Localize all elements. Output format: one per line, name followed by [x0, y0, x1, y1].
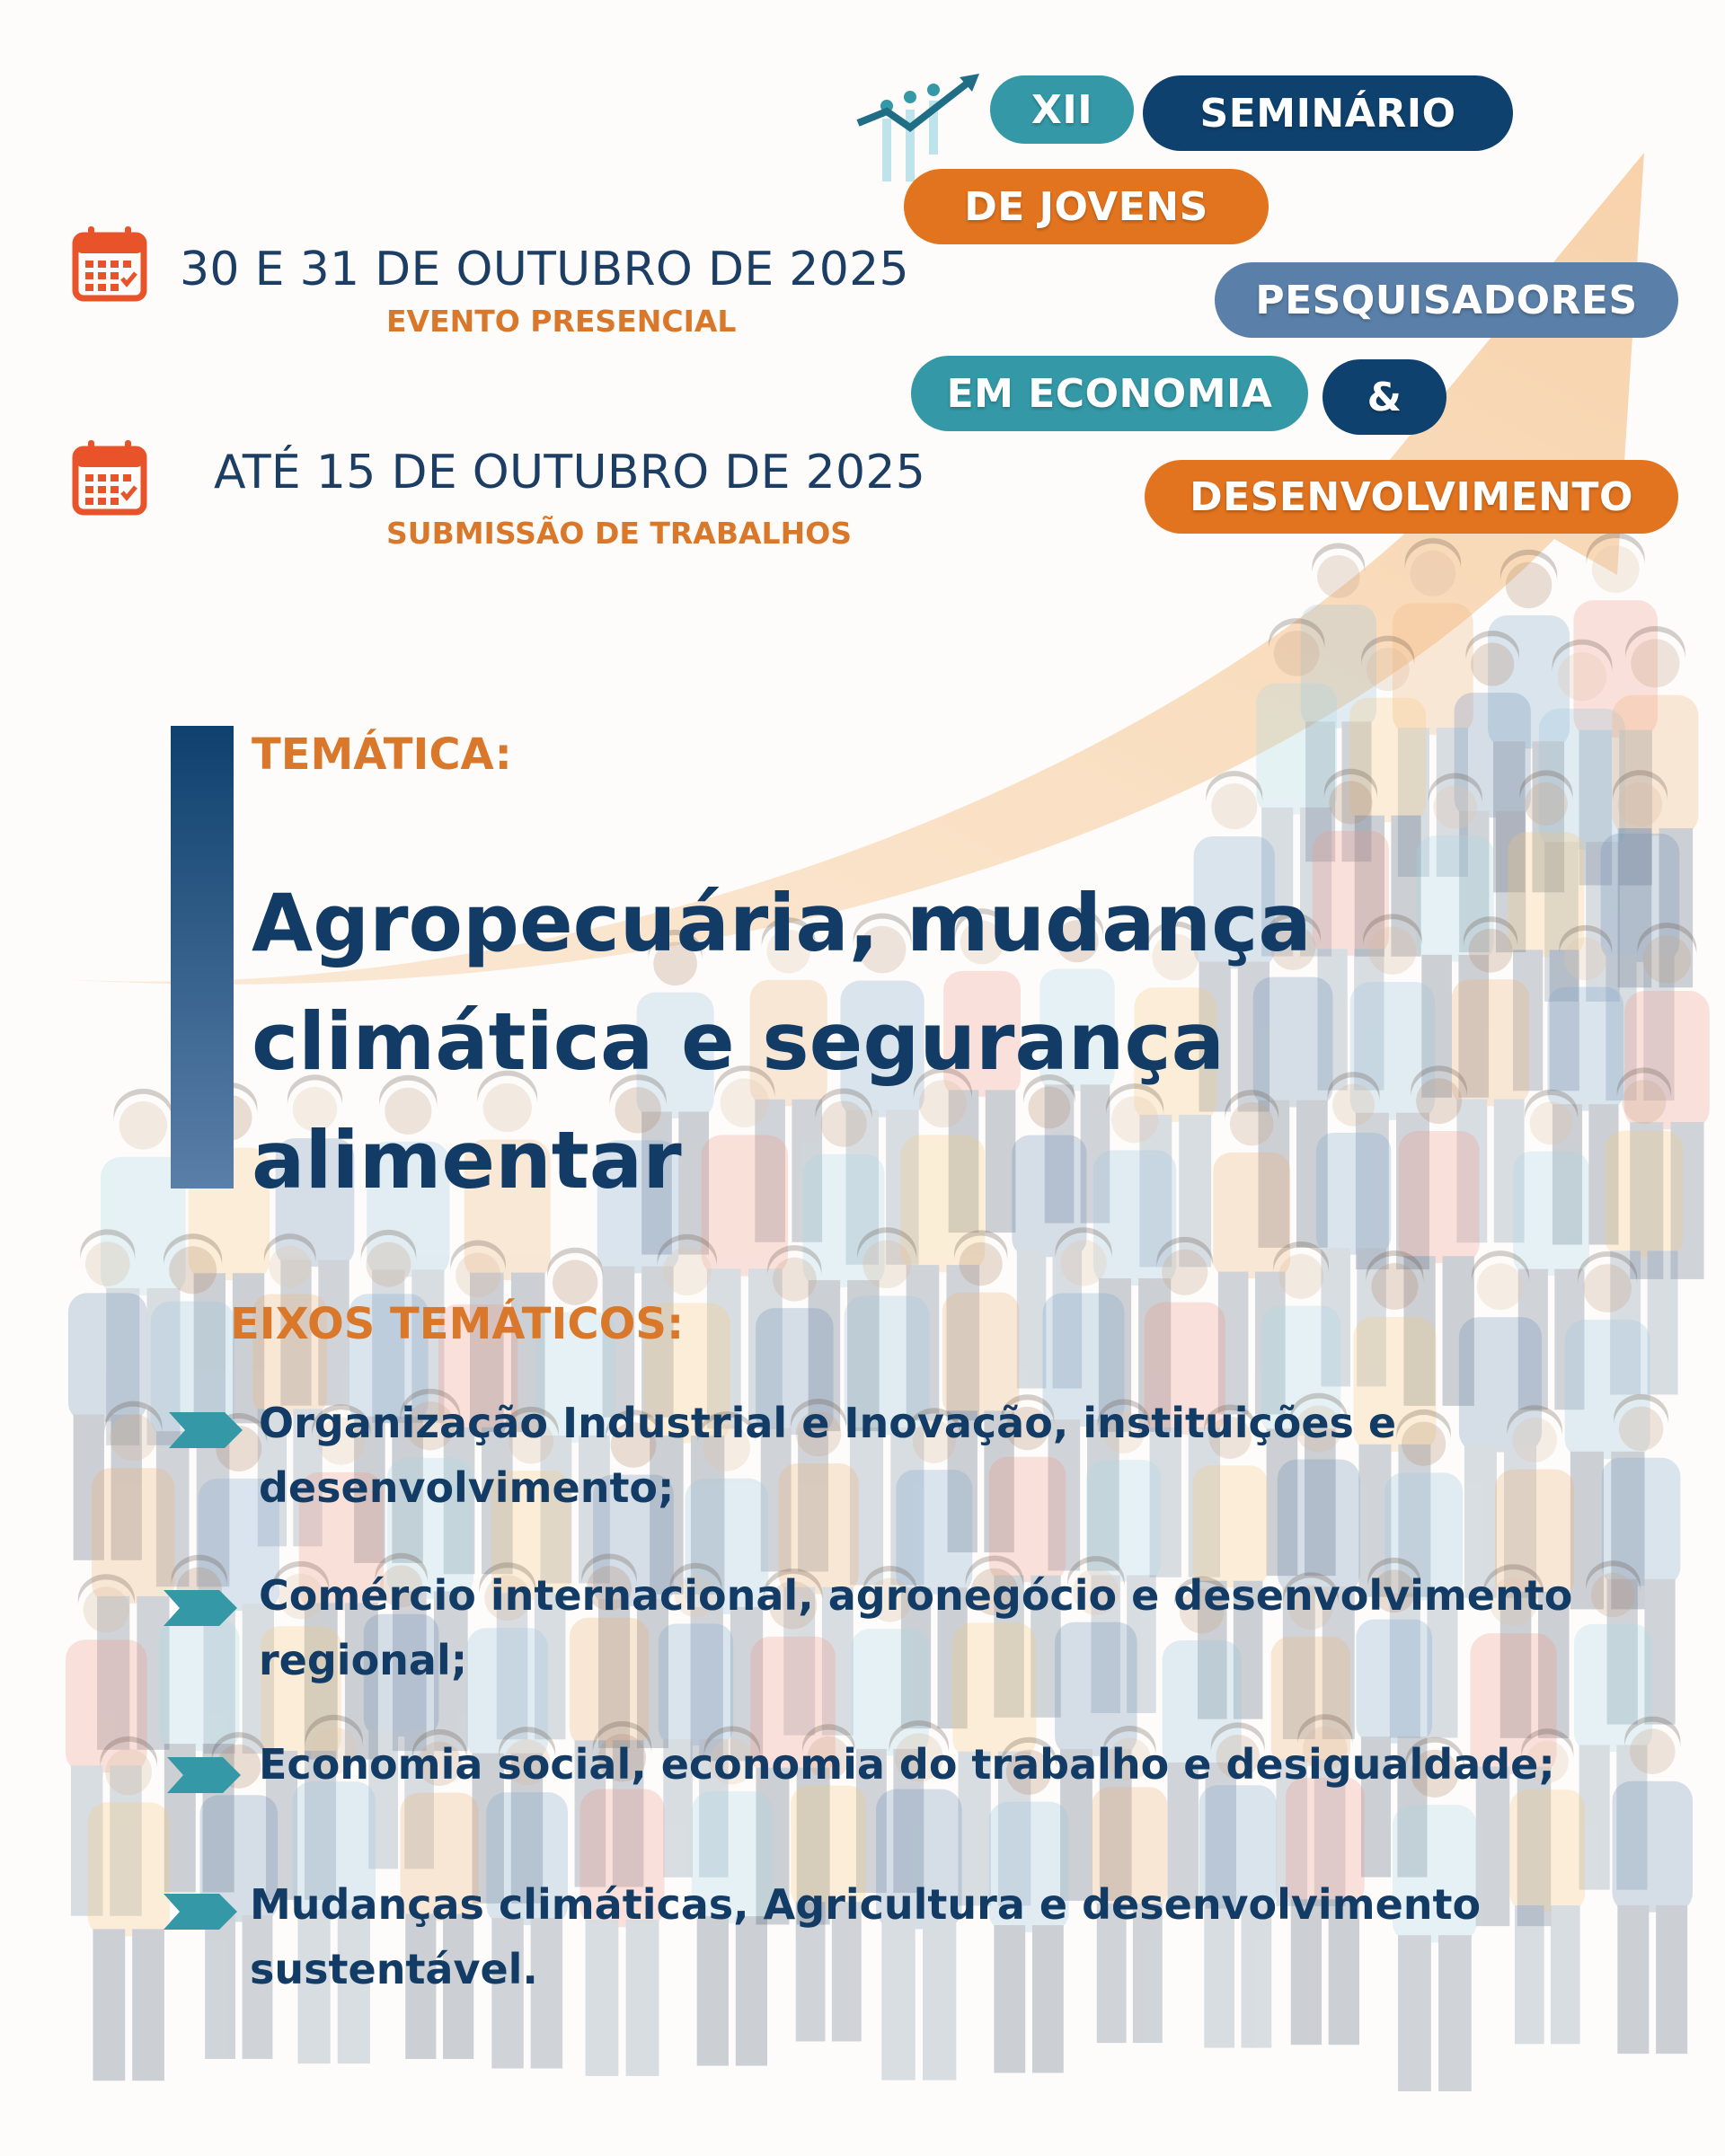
pill-desenvolvimento: DESENVOLVIMENTO	[1145, 460, 1678, 534]
event-format: EVENTO PRESENCIAL	[386, 304, 737, 339]
theme-title-line: climática e segurança	[252, 995, 1225, 1088]
axis-item-text	[250, 1872, 1481, 2001]
axis-item-line: regional;	[259, 1636, 468, 1684]
pill-pesquisadores: PESQUISADORES	[1215, 262, 1678, 338]
axis-item-text	[259, 1732, 1555, 1797]
theme-title-line: alimentar	[252, 1114, 682, 1206]
submission-label: SUBMISSÃO DE TRABALHOS	[386, 516, 853, 551]
calendar-icon	[72, 438, 147, 516]
pill-de-jovens: DE JOVENS	[904, 169, 1269, 244]
pill-em-economia: EM ECONOMIA	[911, 356, 1308, 431]
pill-edition: XII	[990, 75, 1134, 144]
axis-item-text	[259, 1563, 1572, 1692]
chevron-arrow-icon	[169, 1412, 243, 1448]
chevron-arrow-icon	[167, 1757, 241, 1793]
submission-deadline: ATÉ 15 DE OUTUBRO DE 2025	[214, 446, 926, 499]
axis-item-text	[259, 1391, 1396, 1520]
axis-item-line: Economia social, economia do trabalho e desigualdade;	[259, 1740, 1555, 1789]
pill-ampersand: &	[1322, 359, 1446, 435]
theme-title	[252, 864, 1375, 1220]
axis-item-line: Mudanças climáticas, Agricultura e desenvolvimento	[250, 1880, 1482, 1929]
axis-item-line: desenvolvimento;	[259, 1463, 675, 1512]
pill-seminario: SEMINÁRIO	[1143, 75, 1513, 151]
theme-label: TEMÁTICA:	[252, 729, 512, 780]
event-date: 30 E 31 DE OUTUBRO DE 2025	[180, 243, 909, 296]
axis-item-line: sustentável.	[250, 1945, 538, 1993]
axis-item-line: Comércio internacional, agronegócio e desenvolvimento	[259, 1571, 1573, 1620]
theme-accent-bar	[171, 726, 234, 1188]
calendar-icon	[72, 225, 147, 302]
chevron-arrow-icon	[164, 1894, 237, 1930]
axes-label: EIXOS TEMÁTICOS:	[230, 1299, 685, 1349]
seminar-logo-icon	[854, 74, 988, 181]
theme-title-line: Agropecuária, mudança	[252, 877, 1312, 969]
axis-item-line: Organização Industrial e Inovação, instituições e	[259, 1399, 1397, 1447]
chevron-arrow-icon	[164, 1590, 237, 1626]
